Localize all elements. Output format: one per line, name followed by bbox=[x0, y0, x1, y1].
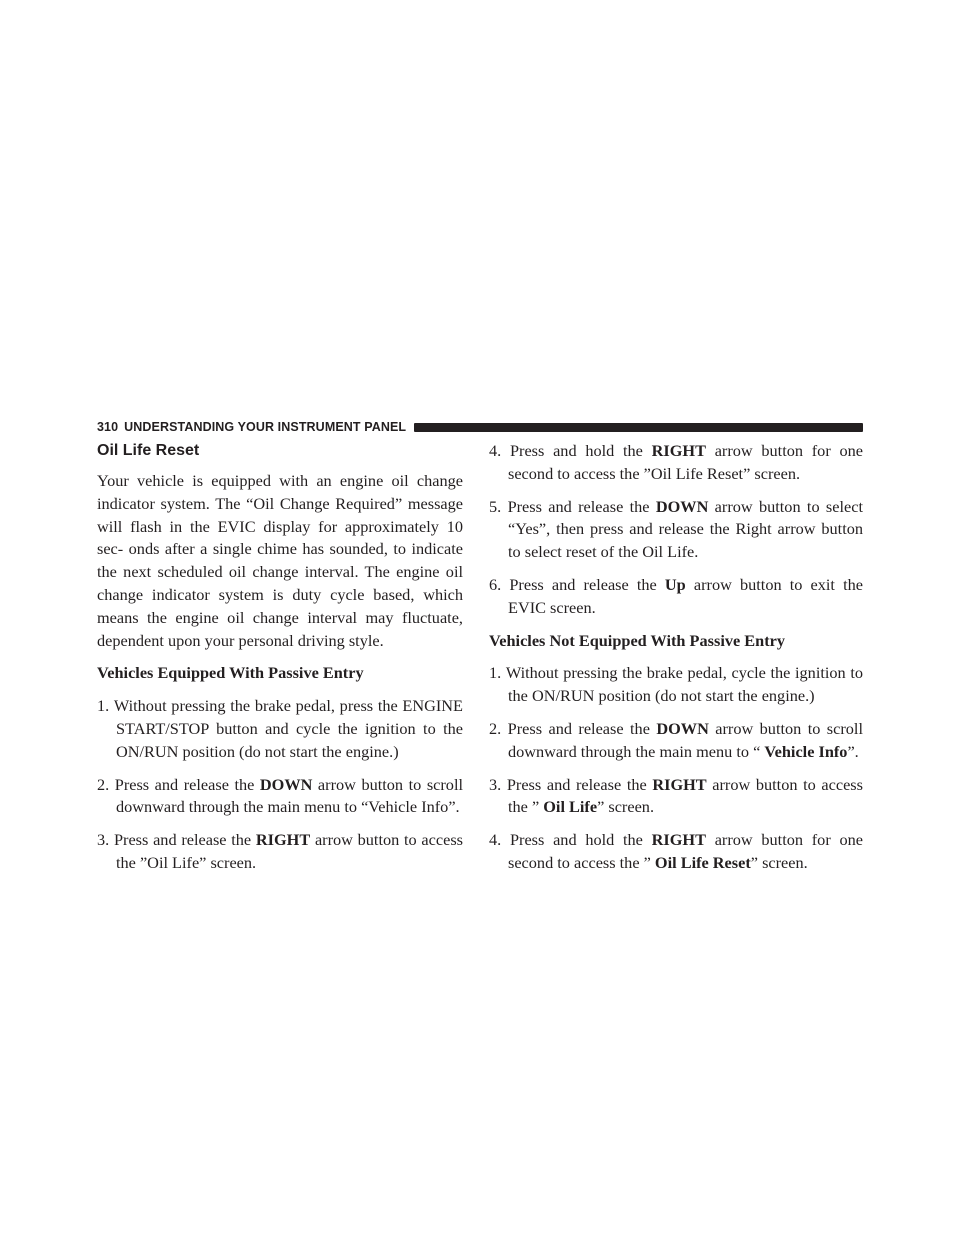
step-number: 4. bbox=[489, 441, 502, 460]
no-passive-entry-subheading: Vehicles Not Equipped With Passive Entry bbox=[489, 630, 785, 650]
step-text: arrow button to scroll downward through the main menu to “Vehicle Info”. bbox=[116, 774, 463, 817]
step-text: Press and release the bbox=[506, 774, 653, 794]
passive-entry-steps-continued bbox=[489, 440, 863, 620]
step-item bbox=[489, 440, 863, 486]
step-text: Press and hold the bbox=[509, 441, 652, 460]
step-text: ” screen. bbox=[750, 852, 808, 872]
step-number: 6. bbox=[489, 574, 502, 594]
step-text: ”. bbox=[847, 741, 859, 761]
screen-name: Oil Life bbox=[543, 797, 598, 817]
right-column bbox=[489, 440, 863, 885]
step-number: 3. bbox=[97, 830, 110, 850]
screen-name: Oil Life Reset bbox=[654, 852, 751, 872]
step-text: arrow button for one second to access the ”Oil Life Reset” screen. bbox=[508, 441, 863, 483]
step-item bbox=[97, 829, 463, 875]
step-text: Press and release the bbox=[113, 830, 256, 850]
button-name: Up bbox=[664, 574, 686, 594]
step-number: 2. bbox=[97, 774, 110, 794]
step-number: 2. bbox=[489, 718, 502, 738]
button-name: DOWN bbox=[655, 496, 709, 516]
step-text: arrow button for one second to access the ” bbox=[508, 830, 863, 872]
header-rule bbox=[414, 423, 863, 432]
button-name: RIGHT bbox=[255, 830, 311, 850]
intro-paragraph: Your vehicle is equipped with an engine oil change indicator system. The “Oil Change Required” message will flash in the EVIC display for approximately 10 sec- onds after a single chime has sounded, to indicate the next scheduled oil change interval. The engine oil change indicator system is duty cycle based, which means the engine oil change interval may fluctuate, dependent upon your personal driving style. bbox=[97, 471, 463, 650]
left-column bbox=[97, 440, 463, 885]
step-item bbox=[489, 662, 863, 708]
button-name: RIGHT bbox=[651, 441, 706, 460]
step-text: Without pressing the brake pedal, cycle the ignition to the ON/RUN position (do not start the engine.) bbox=[505, 663, 863, 706]
button-name: RIGHT bbox=[652, 774, 707, 794]
step-number: 1. bbox=[489, 663, 502, 683]
step-text: arrow button to access the ” bbox=[508, 774, 863, 817]
step-number: 4. bbox=[489, 830, 502, 850]
step-item bbox=[489, 496, 863, 564]
step-number: 3. bbox=[489, 774, 502, 794]
section-title: UNDERSTANDING YOUR INSTRUMENT PANEL bbox=[124, 420, 407, 434]
step-number: 5. bbox=[489, 496, 502, 516]
step-text: Press and release the bbox=[114, 774, 260, 794]
step-item bbox=[489, 718, 863, 764]
step-item bbox=[489, 774, 863, 820]
step-text: arrow button to select “Yes”, then press and release the Right arrow button to select reset of the Oil Life. bbox=[508, 496, 863, 562]
step-text: arrow button to scroll downward through the main menu to “ bbox=[508, 718, 863, 761]
screen-name: Vehicle Info bbox=[764, 741, 848, 761]
step-text: Press and hold the bbox=[509, 830, 652, 850]
running-header bbox=[97, 419, 863, 435]
passive-entry-subheading: Vehicles Equipped With Passive Entry bbox=[97, 663, 364, 683]
step-text: arrow button to exit the EVIC screen. bbox=[508, 574, 863, 617]
step-text: Press and release the bbox=[507, 718, 657, 738]
step-item bbox=[97, 695, 463, 763]
step-item bbox=[489, 574, 863, 620]
button-name: DOWN bbox=[656, 718, 709, 738]
step-text: Press and release the bbox=[507, 496, 656, 516]
page-number: 310 bbox=[97, 420, 119, 434]
step-item bbox=[97, 774, 463, 820]
button-name: RIGHT bbox=[651, 830, 706, 850]
passive-entry-steps bbox=[97, 695, 463, 875]
step-text: Press and release the bbox=[509, 574, 665, 594]
step-text: Without pressing the brake pedal, press the ENGINE START/STOP button and cycle the ignition to the ON/RUN position (do not start the engine.) bbox=[113, 696, 463, 761]
button-name: DOWN bbox=[259, 774, 313, 794]
no-passive-entry-steps bbox=[489, 662, 863, 874]
step-text: arrow button to access the ”Oil Life” screen. bbox=[116, 830, 463, 872]
step-text: ” screen. bbox=[597, 797, 655, 817]
section-heading: Oil Life Reset bbox=[97, 442, 200, 459]
step-item bbox=[489, 829, 863, 875]
step-number: 1. bbox=[97, 696, 110, 716]
